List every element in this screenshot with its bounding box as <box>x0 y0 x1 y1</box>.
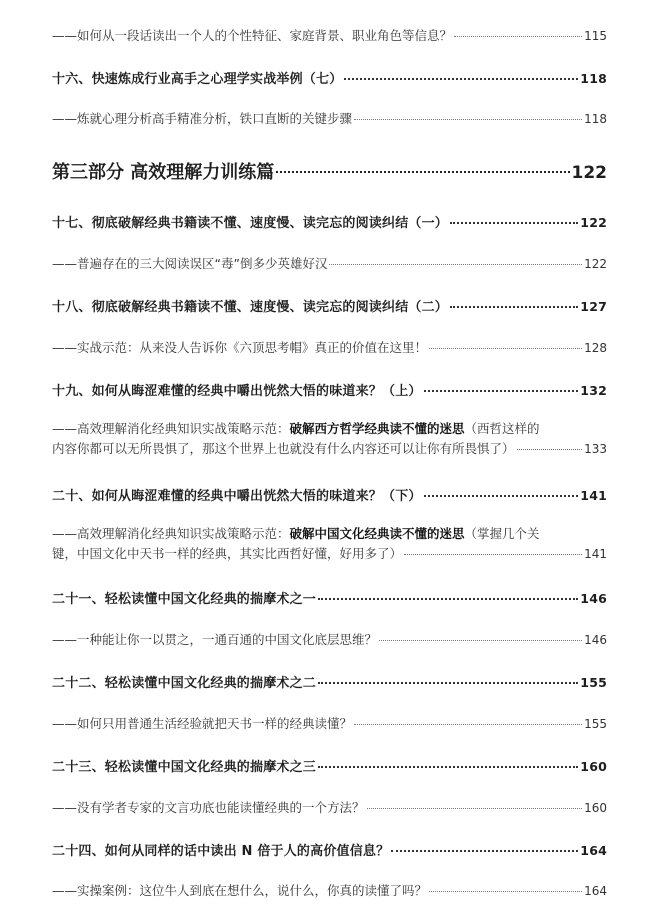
toc-entry-suffix: （掌握几个关 <box>464 526 540 541</box>
toc-page-number: 128 <box>584 341 607 355</box>
dot-leader <box>318 598 578 600</box>
dot-leader <box>450 222 578 224</box>
toc-entry[interactable] <box>52 798 607 816</box>
toc-page-number: 141 <box>584 547 607 561</box>
dot-leader <box>354 119 582 120</box>
toc-page-number: 118 <box>584 112 607 126</box>
toc-entry-text: ——炼就心理分析高手精准分析，铁口直断的关键步骤 <box>52 111 353 126</box>
toc-page-number: 118 <box>580 71 607 86</box>
toc-chapter-title: 二十二、轻松读懂中国文化经典的揣摩术之二 <box>52 676 317 691</box>
dot-leader <box>276 171 569 173</box>
toc-page-number: 122 <box>571 163 607 183</box>
toc-page-number: 133 <box>584 442 607 456</box>
toc-entry-continuation: 内容你都可以无所畏惧了，那这个世界上也就没有什么内容还可以让你有所畏惧了） <box>52 441 515 456</box>
toc-entry-emphasis: 破解西方哲学经典读不懂的迷思 <box>289 421 465 436</box>
toc-chapter-title: 十九、如何从晦涩难懂的经典中嚼出恍然大悟的味道来？（上） <box>52 384 422 399</box>
toc-entry-text: ——一种能让你一以贯之，一通百通的中国文化底层思维？ <box>52 632 378 647</box>
dot-leader <box>404 554 582 555</box>
toc-entry-text: ——实操案例：这位牛人到底在想什么，说什么，你真的读懂了吗？ <box>52 883 428 898</box>
toc-entry[interactable] <box>52 26 607 44</box>
toc-chapter[interactable] <box>52 296 607 315</box>
toc-page-number: 146 <box>580 591 607 606</box>
toc-chapter-title: 十七、彻底破解经典书籍读不懂、速度慢、读完忘的阅读纠结（一） <box>52 216 449 231</box>
toc-page-number: 141 <box>580 488 607 503</box>
toc-page-number: 122 <box>580 215 607 230</box>
toc-page-number: 155 <box>584 717 607 731</box>
dot-leader <box>450 306 578 308</box>
toc-part-heading[interactable] <box>52 158 607 184</box>
toc-page-number: 146 <box>584 633 607 647</box>
toc-page-number: 132 <box>580 383 607 398</box>
dot-leader <box>354 724 582 725</box>
toc-page-number: 122 <box>584 257 607 271</box>
toc-entry[interactable] <box>52 630 607 648</box>
toc-entry-text: ——没有学者专家的文言功底也能读懂经典的一个方法？ <box>52 800 365 815</box>
toc-entry-first-line <box>52 419 607 439</box>
dot-leader <box>424 495 579 497</box>
toc-entry-multiline[interactable] <box>52 419 607 459</box>
dot-leader <box>379 640 582 641</box>
toc-page-number: 155 <box>580 675 607 690</box>
toc-chapter-title: 二十三、轻松读懂中国文化经典的揣摩术之三 <box>52 760 317 775</box>
toc-chapter[interactable] <box>52 485 607 504</box>
toc-entry-text: ——实战示范：从来没人告诉你《六顶思考帽》真正的价值在这里！ <box>52 340 428 355</box>
toc-page-number: 160 <box>580 759 607 774</box>
toc-entry-second-line <box>52 439 607 459</box>
toc-entry-multiline[interactable] <box>52 524 607 564</box>
toc-chapter[interactable] <box>52 212 607 231</box>
toc-page-number: 127 <box>580 299 607 314</box>
toc-entry-prefix: ——高效理解消化经典知识实战策略示范： <box>52 421 290 436</box>
toc-entry-prefix: ——高效理解消化经典知识实战策略示范： <box>52 526 290 541</box>
dot-leader <box>318 682 578 684</box>
toc-chapter[interactable] <box>52 68 607 87</box>
toc-chapter[interactable] <box>52 672 607 691</box>
toc-entry-text: ——如何从一段话读出一个人的个性特征、家庭背景、职业角色等信息？ <box>52 28 453 43</box>
toc-entry[interactable] <box>52 714 607 732</box>
dot-leader <box>454 36 582 37</box>
dot-leader <box>391 850 578 852</box>
toc-page-number: 160 <box>584 801 607 815</box>
toc-entry[interactable] <box>52 338 607 356</box>
toc-chapter-title: 十八、彻底破解经典书籍读不懂、速度慢、读完忘的阅读纠结（二） <box>52 300 449 315</box>
dot-leader <box>517 449 583 450</box>
dot-leader <box>424 390 579 392</box>
dot-leader <box>429 348 582 349</box>
dot-leader <box>429 891 582 892</box>
toc-entry[interactable] <box>52 109 607 127</box>
toc-entry-emphasis: 破解中国文化经典读不懂的迷思 <box>289 526 465 541</box>
toc-part-title: 第三部分 高效理解力训练篇 <box>52 162 275 183</box>
toc-entry-suffix: （西哲这样的 <box>464 421 540 436</box>
dot-leader <box>318 766 578 768</box>
toc-entry[interactable] <box>52 254 607 272</box>
dot-leader <box>367 808 583 809</box>
toc-page-number: 164 <box>584 884 607 898</box>
toc-entry-second-line <box>52 544 607 564</box>
toc-entry[interactable] <box>52 881 607 899</box>
dot-leader <box>329 264 582 265</box>
toc-chapter-title: 十六、快速炼成行业高手之心理学实战举例（七） <box>52 72 343 87</box>
toc-entry-continuation: 键，中国文化中天书一样的经典，其实比西哲好懂，好用多了） <box>52 546 403 561</box>
dot-leader <box>344 78 578 80</box>
toc-chapter[interactable] <box>52 840 607 859</box>
toc-chapter[interactable] <box>52 380 607 399</box>
toc-entry-first-line <box>52 524 607 544</box>
toc-chapter[interactable] <box>52 756 607 775</box>
toc-chapter-title: 二十、如何从晦涩难懂的经典中嚼出恍然大悟的味道来？（下） <box>52 489 422 504</box>
toc-page-number: 164 <box>580 843 607 858</box>
toc-entry-text: ——如何只用普通生活经验就把天书一样的经典读懂？ <box>52 716 353 731</box>
toc-chapter-title: 二十一、轻松读懂中国文化经典的揣摩术之一 <box>52 592 317 607</box>
toc-chapter[interactable] <box>52 588 607 607</box>
toc-entry-text: ——普遍存在的三大阅读误区“毒”倒多少英雄好汉 <box>52 256 328 271</box>
toc-page-number: 115 <box>584 29 607 43</box>
toc-chapter-title: 二十四、如何从同样的话中读出 N 倍于人的高价值信息？ <box>52 844 390 859</box>
